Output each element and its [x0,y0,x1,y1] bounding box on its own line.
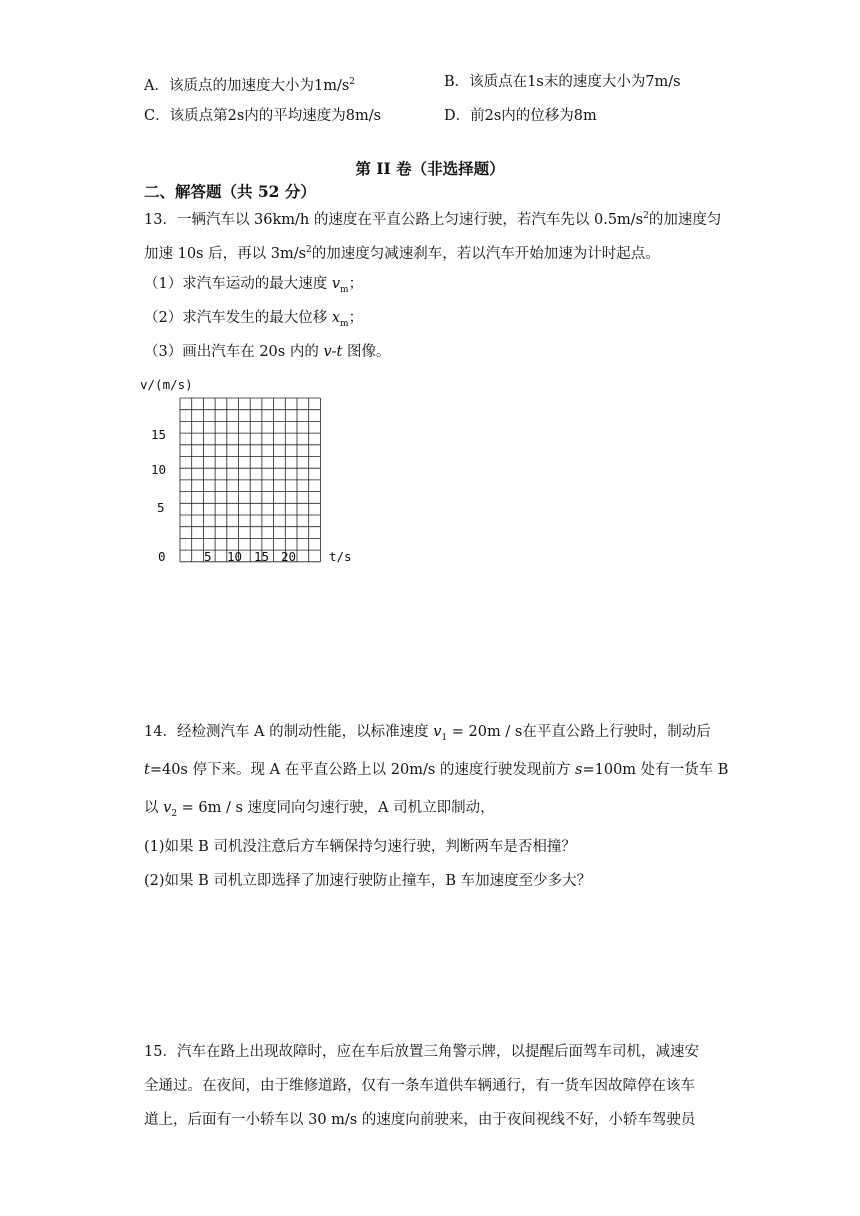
x-tick-10: 10 [227,549,243,564]
q15-line-1: 15．汽车在路上出现故障时，应在车后放置三角警示牌，以提醒后面驾车司机，减速安 [144,1044,699,1060]
q13-sub-3: （3）画出汽车在 20s 内的 v-t 图像。 [144,344,391,360]
q14-line-3: 以 $v_2 = 6m / s$ 速度同向匀速行驶，A 司机立即制动， [144,800,495,819]
q13-line-2: 加速 10s 后，再以 $3m/s^2$的加速度匀减速刹车，若以汽车开始加速为计时起点。 [144,245,660,262]
origin-label: 0 [158,549,166,564]
x-tick-20: 20 [281,549,297,564]
y-tick-5: 5 [157,500,165,515]
y-axis-label: v/(m/s) [140,377,193,392]
option-c: C．该质点第2s内的平均速度为8m/s [144,108,382,124]
q14-sub-2: (2)如果 B 司机立即选择了加速行驶防止撞车，B 车加速度至少多大？ [144,873,592,889]
q14-sub-1: (1)如果 B 司机没注意后方车辆保持匀速行驶，判断两车是否相撞？ [144,839,576,855]
section-title: 二、解答题（共 52 分） [144,182,316,201]
y-tick-10: 10 [151,462,167,477]
q15-line-3: 道上，后面有一小轿车以 30 m/s 的速度向前驶来，由于夜间视线不好，小轿车驾驶员 [144,1112,696,1128]
vt-graph-svg [140,370,380,570]
q14-line-2: t=40s 停下来。现 A 在平直公路上以 20m/s 的速度行驶发现前方 s=100m 处有一货车 B [144,762,729,778]
option-b: B．该质点在1s末的速度大小为7m/s [444,74,681,90]
grid-lines [180,398,320,562]
q13-sub-2: （2）求汽车发生的最大位移 $x_m$； [144,310,364,329]
q15-line-2: 全通过。在夜间，由于维修道路，仅有一条车道供车辆通行，有一货车因故障停在该车 [144,1078,695,1094]
option-d: D．前2s内的位移为8m [444,108,597,124]
x-axis-label: t/s [329,549,352,564]
vt-graph [140,370,380,570]
q13-line-1: 13．一辆汽车以 36km/h 的速度在平直公路上匀速行驶，若汽车先以 $0.5m/s^2$的加速度匀 [144,211,722,228]
q14-line-1: 14．经检测汽车 A 的制动性能，以标准速度 $v_1 = 20m / s$在平直公路上行驶时，制动后 [144,724,711,743]
x-tick-15: 15 [254,549,270,564]
y-tick-15: 15 [151,427,167,442]
q13-sub-1: （1）求汽车运动的最大速度 $v_m$； [144,276,364,295]
x-tick-5: 5 [204,549,212,564]
option-a: A．该质点的加速度大小为$1m/s^2$ [144,77,356,94]
part-title: 第 II 卷（非选择题） [355,159,505,178]
